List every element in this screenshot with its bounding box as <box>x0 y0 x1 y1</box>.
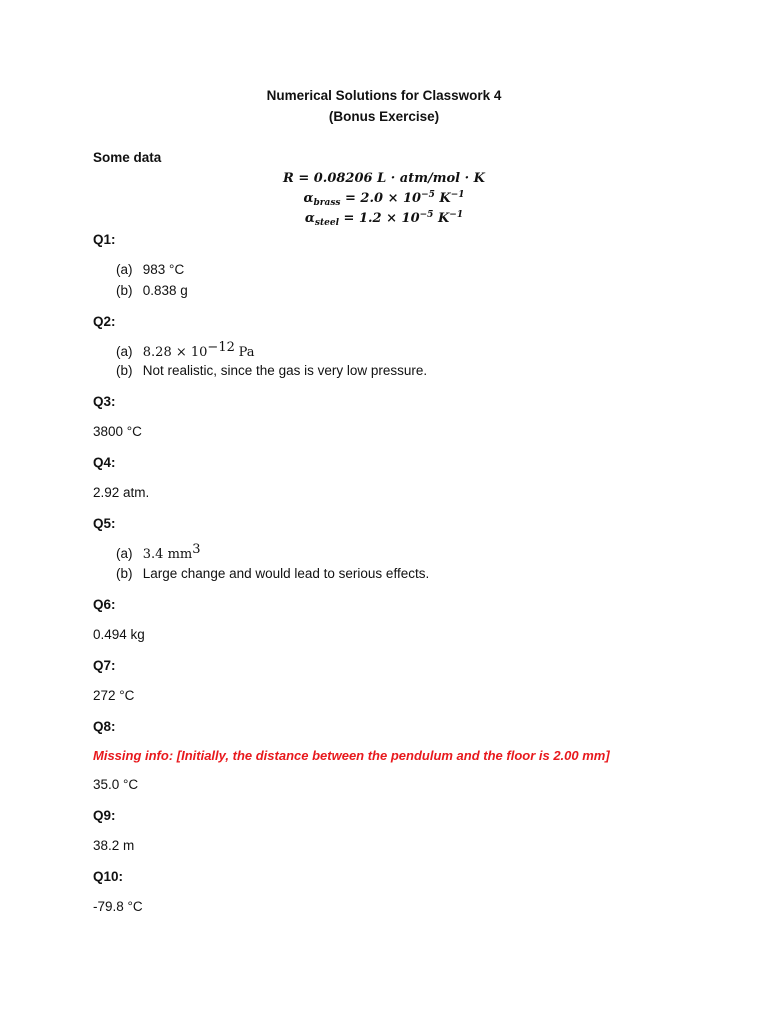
q5-a-label: (a) <box>116 546 133 561</box>
q2-b-label: (b) <box>116 363 133 378</box>
q1-part-b <box>116 283 188 298</box>
q10-answer: -79.8 °C <box>93 899 143 914</box>
q4-answer: 2.92 atm. <box>93 485 150 500</box>
q2-b-answer: Not realistic, since the gas is very low pressure. <box>142 363 428 378</box>
alpha-steel-subscript: steel <box>314 218 340 228</box>
q7-heading: Q7: <box>93 658 116 673</box>
q5-part-b <box>116 566 429 581</box>
q8-answer: 35.0 °C <box>93 777 139 792</box>
alpha-steel-equation: $\alpha_{steel} = 1.2 \times 10^{-5}$ $K^{-1}$ <box>304 210 464 228</box>
alpha-brass-mantissa: 2.0 × 10 <box>360 191 422 206</box>
q5-a-value: 3.4 mm <box>142 547 193 562</box>
q1-heading: Q1: <box>93 232 116 247</box>
q1-a-label: (a) <box>116 262 133 277</box>
document-subtitle: (Bonus Exercise) <box>328 109 440 124</box>
q2-a-unit: Pa <box>238 345 255 360</box>
q10-heading: Q10: <box>93 869 124 884</box>
data-heading: Some data <box>93 150 162 165</box>
alpha-brass-equation: $\alpha_{brass} = 2.0 \times 10^{-5}$ $K^{-1}$ <box>303 190 465 208</box>
document-title: Numerical Solutions for Classwork 4 <box>266 88 502 103</box>
gas-constant-symbol: R <box>283 171 294 186</box>
q2-part-b <box>116 363 427 378</box>
q9-heading: Q9: <box>93 808 116 823</box>
alpha-brass-exponent: −5 <box>421 190 435 200</box>
q1-b-answer: 0.838 g <box>142 283 188 298</box>
q4-heading: Q4: <box>93 455 116 470</box>
alpha-steel-symbol: α <box>304 211 315 226</box>
q3-answer: 3800 °C <box>93 424 142 439</box>
q1-a-answer: 983 °C <box>142 262 185 277</box>
q2-a-mantissa: 8.28 × 10 <box>142 345 208 360</box>
alpha-brass-unit-exponent: −1 <box>450 190 465 200</box>
alpha-brass-unit: K <box>439 191 451 206</box>
alpha-steel-mantissa: 1.2 × 10 <box>358 211 420 226</box>
q6-heading: Q6: <box>93 597 116 612</box>
q8-heading: Q8: <box>93 719 116 734</box>
q2-a-exponent: −12 <box>207 340 235 355</box>
q7-answer: 272 °C <box>93 688 135 703</box>
q8-missing-info-note: Missing info: [Initially, the distance between the pendulum and the floor is 2.00 mm] <box>93 748 610 763</box>
alpha-steel-exponent: −5 <box>419 210 434 220</box>
alpha-steel-unit-exponent: −1 <box>449 210 464 220</box>
q1-b-label: (b) <box>116 283 133 298</box>
gas-constant-equation: R = 0.08206 L · atm/mol · K <box>283 171 485 186</box>
alpha-brass-subscript: brass <box>313 198 341 208</box>
q5-part-a <box>116 542 201 562</box>
q1-part-a <box>116 262 184 277</box>
alpha-brass-symbol: α <box>303 191 314 206</box>
q2-a-label: (a) <box>116 344 133 359</box>
q2-heading: Q2: <box>93 314 116 329</box>
q6-answer: 0.494 kg <box>93 627 145 642</box>
q9-answer: 38.2 m <box>93 838 135 853</box>
alpha-steel-unit: K <box>437 211 450 226</box>
q3-heading: Q3: <box>93 394 116 409</box>
q5-a-exponent: 3 <box>192 542 201 557</box>
q5-b-answer: Large change and would lead to serious effects. <box>142 566 430 581</box>
q2-part-a <box>116 340 255 360</box>
q5-b-label: (b) <box>116 566 133 581</box>
q5-heading: Q5: <box>93 516 116 531</box>
gas-constant-value: 0.08206 L · atm/mol · K <box>313 171 485 186</box>
